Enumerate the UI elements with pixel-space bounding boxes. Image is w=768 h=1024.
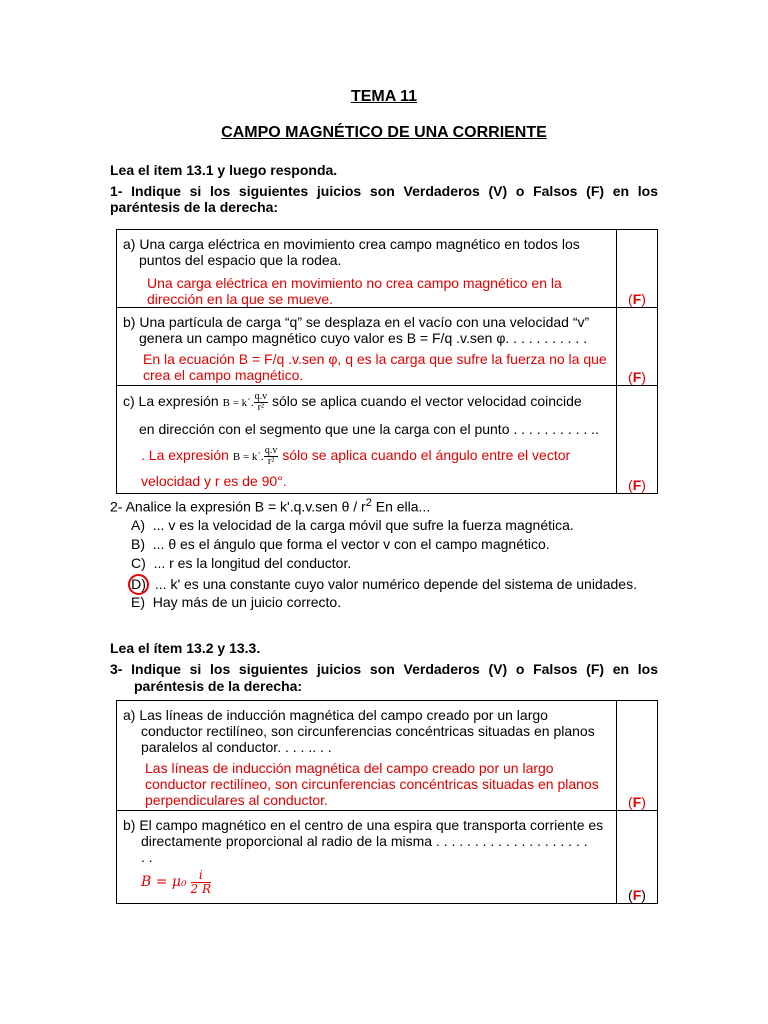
formula-lhs: B = k´. bbox=[232, 451, 264, 464]
answer-cell: (F) bbox=[617, 386, 658, 494]
statement-cell bbox=[117, 308, 617, 386]
formula-denominator: r² bbox=[267, 456, 275, 467]
correction-3a-line1: Las líneas de inducción magnética del campo creado por un largo bbox=[145, 760, 554, 776]
question-2-tail: En ella... bbox=[371, 498, 431, 515]
formula-numerator: q.v bbox=[264, 445, 278, 456]
option-text: ... r es la longitud del conductor. bbox=[153, 555, 352, 571]
statement-b-line1: b) Una partícula de carga “q” se desplaza en el vacío con una velocidad “v” bbox=[123, 314, 590, 330]
option-a[interactable] bbox=[131, 517, 574, 533]
statement-cell bbox=[117, 701, 617, 811]
answer-value: F bbox=[632, 887, 642, 903]
formula-lhs: B = μ₀ bbox=[141, 874, 187, 891]
formula-lhs: B = k´. bbox=[222, 397, 254, 410]
option-text: ... v es la velocidad de la carga móvil que sufre la fuerza magnética. bbox=[152, 517, 574, 533]
statement-c-suffix: sólo se aplica cuando el vector velocidad coincide bbox=[271, 393, 582, 410]
statement-b-line2: genera un campo magnético cuyo valor es B = F/q .v.sen φ. . . . . . . . . . . bbox=[139, 330, 588, 346]
option-text: Hay más de un juicio correcto. bbox=[152, 594, 342, 610]
statement-3a-line2: conductor rectilíneo, son circunferencias concéntricas situadas en planos bbox=[141, 723, 595, 739]
statement-3a-line3: paralelos al conductor. . . . .. . . bbox=[141, 739, 332, 755]
statement-c-line2: en dirección con el segmento que une la carga con el punto . . . . . . . . . . .. bbox=[139, 421, 599, 437]
table-row bbox=[117, 386, 658, 494]
question-3-line1: 3- Indique si los siguientes juicios son Verdaderos (V) o Falsos (F) en los bbox=[110, 661, 658, 677]
truth-table-2 bbox=[116, 700, 658, 904]
statement-3b-line3: . . bbox=[141, 849, 153, 865]
answer-cell: (F) bbox=[617, 230, 658, 308]
formula-numerator: i bbox=[191, 869, 211, 883]
formula-numerator: q.v bbox=[254, 391, 268, 402]
statement-cell bbox=[117, 386, 617, 494]
reading-instruction-1: Lea el item 13.1 y luego responda. bbox=[110, 162, 338, 178]
question-2-text: 2- Analice la expresión B = k'.q.v.sen θ / r bbox=[110, 498, 366, 515]
answer-value: F bbox=[632, 291, 642, 307]
table-row bbox=[117, 701, 658, 811]
answer-value: F bbox=[632, 794, 642, 810]
option-letter: E) bbox=[131, 594, 145, 610]
formula-denominator: r² bbox=[257, 402, 264, 413]
formula-3b bbox=[141, 869, 211, 896]
question-3-line2: paréntesis de la derecha: bbox=[134, 678, 303, 694]
option-d[interactable] bbox=[131, 574, 637, 595]
correction-c-line1 bbox=[141, 446, 570, 467]
question-2-exponent: 2 bbox=[365, 497, 372, 509]
option-text: ... k' es una constante cuyo valor numérico depende del sistema de unidades. bbox=[154, 576, 637, 592]
question-1-line2: paréntesis de la derecha: bbox=[110, 199, 279, 215]
answer-cell: (F) bbox=[617, 701, 658, 811]
answer-value: F bbox=[632, 369, 642, 385]
option-letter: C) bbox=[131, 555, 146, 571]
option-c[interactable] bbox=[131, 555, 351, 571]
correction-c-suffix: sólo se aplica cuando el ángulo entre el vector bbox=[282, 447, 571, 464]
truth-table-1 bbox=[116, 229, 658, 494]
correction-c-prefix: . La expresión bbox=[141, 447, 229, 464]
table-row bbox=[117, 811, 658, 904]
table-row bbox=[117, 308, 658, 386]
answer-cell: (F) bbox=[617, 811, 658, 904]
correction-a-line2: dirección en la que se mueve. bbox=[147, 291, 333, 307]
answer-value: F bbox=[632, 477, 642, 493]
statement-c-prefix: c) La expresión bbox=[123, 393, 219, 410]
statement-c-line1 bbox=[123, 392, 582, 413]
correction-3a-line3: perpendiculares al conductor. bbox=[145, 792, 328, 808]
question-1-line1: 1- Indique si los siguientes juicios son Verdaderos (V) o Falsos (F) en los bbox=[110, 183, 658, 199]
page-title: CAMPO MAGNÉTICO DE UNA CORRIENTE bbox=[221, 124, 547, 141]
formula-fraction bbox=[254, 392, 269, 413]
topic-number: TEMA 11 bbox=[350, 88, 418, 105]
question-2-prompt bbox=[110, 497, 430, 515]
option-letter: B) bbox=[131, 536, 145, 552]
option-e[interactable] bbox=[131, 594, 341, 610]
statement-cell bbox=[117, 811, 617, 904]
option-letter: A) bbox=[131, 517, 145, 533]
correction-3a-line2: conductor rectilíneo, son circunferencias concéntricas situadas en planos bbox=[145, 776, 599, 792]
answer-cell: (F) bbox=[617, 308, 658, 386]
statement-3b-line1: b) El campo magnético en el centro de una espira que transporta corriente es bbox=[123, 817, 604, 833]
statement-3a-line1: a) Las líneas de inducción magnética del campo creado por un largo bbox=[123, 707, 548, 723]
correction-c-line2: velocidad y r es de 90°. bbox=[141, 473, 287, 489]
selected-answer-circle: D) bbox=[128, 574, 149, 595]
correction-a-line1: Una carga eléctrica en movimiento no crea campo magnético en la bbox=[147, 275, 562, 291]
formula-fraction bbox=[264, 446, 279, 467]
statement-a-line2: puntos del espacio que la rodea. bbox=[139, 252, 342, 268]
correction-b-line2: crea el campo magnético. bbox=[143, 367, 304, 383]
table-row bbox=[117, 230, 658, 308]
correction-b-line1: En la ecuación B = F/q .v.sen φ, q es la carga que sufre la fuerza no la que bbox=[143, 351, 607, 367]
option-b[interactable] bbox=[131, 536, 550, 552]
statement-3b-line2: directamente proporcional al radio de la misma . . . . . . . . . . . . . . . . . . . . bbox=[141, 833, 588, 849]
statement-cell bbox=[117, 230, 617, 308]
option-text: ... θ es el ángulo que forma el vector v con el campo magnético. bbox=[152, 536, 550, 552]
reading-instruction-2: Lea el ítem 13.2 y 13.3. bbox=[110, 640, 261, 656]
formula-denominator: 2 R bbox=[190, 882, 212, 896]
statement-a-line1: a) Una carga eléctrica en movimiento crea campo magnético en todos los bbox=[123, 236, 580, 252]
formula-fraction bbox=[191, 869, 211, 896]
